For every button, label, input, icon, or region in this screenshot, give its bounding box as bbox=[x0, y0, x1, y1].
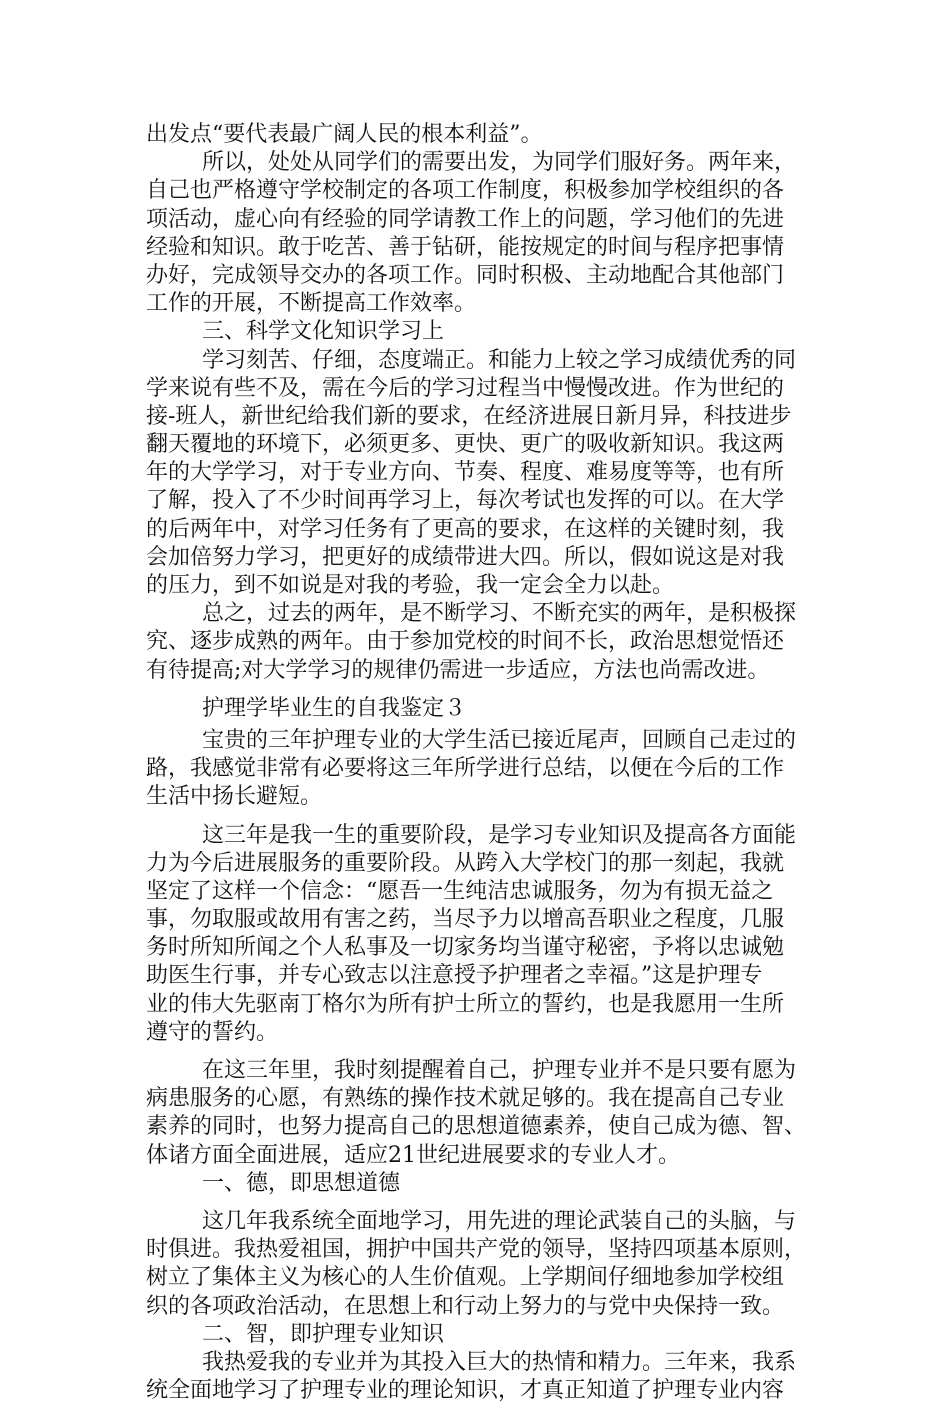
text-line: 这几年我系统全面地学习，用先进的理论武装自己的头脑，与 bbox=[202, 1208, 797, 1234]
text-line: 素养的同时，也努力提高自己的思想道德素养，使自己成为德、智、 bbox=[146, 1114, 807, 1140]
text-line: 三、科学文化知识学习上 bbox=[202, 319, 445, 345]
text-line: 年的大学学习，对于专业方向、节奏、程度、难易度等等，也有所 bbox=[146, 460, 785, 486]
text-line: 工作的开展，不断提高工作效率。 bbox=[146, 291, 477, 317]
text-line: 业的伟大先驱南丁格尔为所有护士所立的誓约，也是我愿用一生所 bbox=[146, 991, 785, 1017]
paragraph bbox=[146, 695, 806, 723]
text-line: 自己也严格遵守学校制定的各项工作制度，积极参加学校组织的各 bbox=[146, 178, 785, 204]
text-line: 统全面地学习了护理专业的理论知识，才真正知道了护理专业内容 bbox=[146, 1378, 785, 1404]
text-line: 路，我感觉非常有必要将这三年所学进行总结，以便在今后的工作 bbox=[146, 756, 785, 782]
text-line: 的后两年中，对学习任务有了更高的要求，在这样的关键时刻，我 bbox=[146, 516, 785, 542]
text-line: 学来说有些不及，需在今后的学习过程当中慢慢改进。作为世纪的 bbox=[146, 375, 785, 401]
text-line: 我热爱我的专业并为其投入巨大的热情和精力。三年来，我系 bbox=[202, 1349, 797, 1375]
paragraph bbox=[146, 1349, 806, 1405]
text-line: 护理学毕业生的自我鉴定３ bbox=[202, 695, 467, 721]
text-line: 会加倍努力学习，把更好的成绩带进大四。所以，假如说这是对我 bbox=[146, 544, 785, 570]
paragraph bbox=[146, 1057, 806, 1170]
text-line: 总之，过去的两年，是不断学习、不断充实的两年，是积极探 bbox=[202, 601, 797, 627]
text-line: 在这三年里，我时刻提醒着自己，护理专业并不是只要有愿为 bbox=[202, 1058, 797, 1083]
text-line: 究、逐步成熟的两年。由于参加党校的时间不长，政治思想觉悟还 bbox=[146, 629, 785, 655]
text-line: 树立了集体主义为核心的人生价值观。上学期间仔细地参加学校组 bbox=[146, 1265, 785, 1291]
text-line: 助医生行事，并专心致志以注意授予护理者之幸福。”这是护理专 bbox=[146, 963, 763, 989]
paragraph bbox=[146, 1321, 806, 1349]
text-line: 翻天覆地的环境下，必须更多、更快、更广的吸收新知识。我这两 bbox=[146, 432, 785, 458]
text-line: 病患服务的心愿，有熟练的操作技术就足够的。我在提高自己专业 bbox=[146, 1086, 785, 1112]
text-line: 生活中扬长避短。 bbox=[146, 784, 323, 810]
text-line: 务时所知所闻之个人私事及一切家务均当谨守秘密，予将以忠诚勉 bbox=[146, 935, 785, 961]
paragraph bbox=[146, 149, 806, 318]
text-line: 项活动，虚心向有经验的同学请教工作上的问题，学习他们的先进 bbox=[146, 206, 785, 232]
text-line: 接-班人，新世纪给我们新的要求，在经济进展日新月异，科技进步 bbox=[146, 403, 792, 429]
text-line: 有待提高;对大学学习的规律仍需进一步适应，方法也尚需改进。 bbox=[146, 657, 770, 683]
text-line: 出发点“要代表最广阔人民的根本利益”。 bbox=[146, 122, 543, 147]
text-line: 学习刻苦、仔细，态度端正。和能力上较之学习成绩优秀的同 bbox=[202, 347, 797, 373]
document-body bbox=[146, 121, 806, 1405]
paragraph bbox=[146, 121, 806, 149]
paragraph bbox=[146, 822, 806, 1048]
text-line: 二、智，即护理专业知识 bbox=[202, 1321, 445, 1347]
paragraph bbox=[146, 318, 806, 346]
text-line: 坚定了这样一个信念：“愿吾一生纯洁忠诚服务，勿为有损无益之 bbox=[146, 878, 774, 904]
paragraph bbox=[146, 347, 806, 601]
text-line: 宝贵的三年护理专业的大学生活已接近尾声，回顾自己走过的 bbox=[202, 727, 797, 753]
text-line: 办好，完成领导交办的各项工作。同时积极、主动地配合其他部门 bbox=[146, 262, 785, 288]
text-line: 织的各项政治活动，在思想上和行动上努力的与党中央保持一致。 bbox=[146, 1293, 785, 1319]
text-line: 这三年是我一生的重要阶段，是学习专业知识及提高各方面能 bbox=[202, 822, 797, 848]
text-line: 的压力，到不如说是对我的考验，我一定会全力以赴。 bbox=[146, 573, 675, 598]
paragraph bbox=[146, 600, 806, 685]
paragraph bbox=[146, 1208, 806, 1321]
text-line: 了解，投入了不少时间再学习上，每次考试也发挥的可以。在大学 bbox=[146, 488, 785, 514]
text-line: 一、德，即思想道德 bbox=[202, 1170, 401, 1196]
text-line: 遵守的誓约。 bbox=[146, 1019, 279, 1045]
text-line: 时俱进。我热爱祖国，拥护中国共产党的领导，坚持四项基本原则， bbox=[146, 1237, 807, 1263]
text-line: 体诸方面全面进展，适应21世纪进展要求的专业人才。 bbox=[146, 1142, 680, 1168]
text-line: 所以，处处从同学们的需要出发，为同学们服好务。两年来， bbox=[202, 150, 797, 176]
paragraph bbox=[146, 1170, 806, 1198]
text-line: 事，勿取服或故用有害之药，当尽予力以增高吾职业之程度，几服 bbox=[146, 907, 785, 933]
text-line: 经验和知识。敢于吃苦、善于钻研，能按规定的时间与程序把事情 bbox=[146, 234, 785, 260]
paragraph bbox=[146, 727, 806, 812]
text-line: 力为今后进展服务的重要阶段。从跨入大学校门的那一刻起，我就 bbox=[146, 850, 785, 876]
